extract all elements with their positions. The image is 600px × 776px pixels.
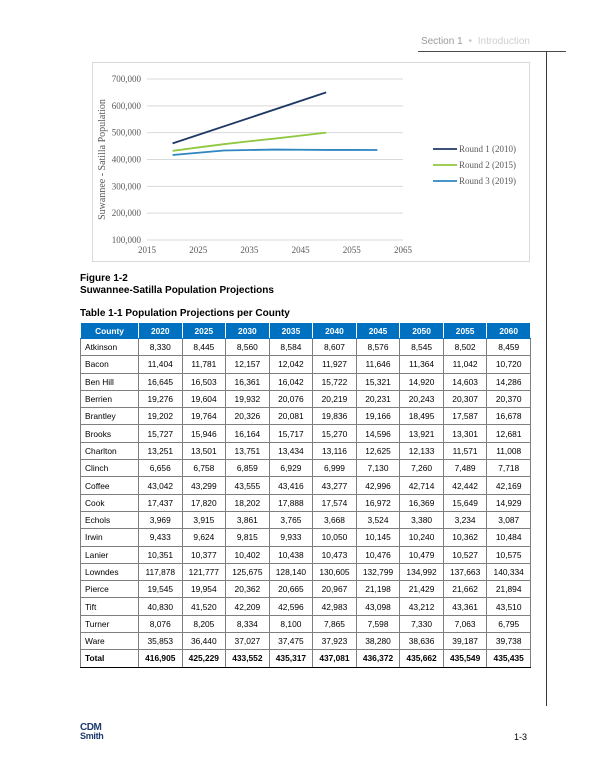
- value-cell: 14,920: [400, 373, 444, 390]
- county-cell: Tift: [81, 598, 139, 615]
- table-row: [81, 633, 531, 650]
- table-row: [81, 598, 531, 615]
- value-cell: 13,751: [226, 442, 270, 459]
- value-cell: 125,675: [226, 563, 270, 580]
- figure-caption: [80, 273, 274, 297]
- table-row: [81, 390, 531, 407]
- legend-entry: Round 1 (2010): [459, 144, 516, 154]
- value-cell: 16,972: [356, 494, 400, 511]
- value-cell: 17,820: [182, 494, 226, 511]
- value-cell: 6,656: [139, 460, 183, 477]
- value-cell: 43,299: [182, 477, 226, 494]
- x-tick-label: 2055: [342, 245, 361, 255]
- chart-canvas: [93, 63, 531, 263]
- table-caption: Table 1-1 Population Projections per County: [80, 308, 290, 319]
- value-cell: 16,645: [139, 373, 183, 390]
- value-cell: 17,574: [313, 494, 357, 511]
- y-axis-label: Suwannee - Satilla Population: [97, 99, 108, 220]
- value-cell: 18,202: [226, 494, 270, 511]
- value-cell: 14,596: [356, 425, 400, 442]
- table-row: [81, 408, 531, 425]
- series-line-3: [173, 150, 378, 155]
- x-tick-label: 2045: [291, 245, 310, 255]
- value-cell: 8,502: [443, 339, 487, 356]
- table-row: [81, 546, 531, 563]
- value-cell: 13,301: [443, 425, 487, 442]
- y-tick-label: 400,000: [111, 154, 141, 165]
- value-cell: 6,999: [313, 460, 357, 477]
- value-cell: 9,815: [226, 529, 270, 546]
- value-cell: 40,830: [139, 598, 183, 615]
- running-header: [421, 36, 530, 47]
- value-cell: 16,042: [269, 373, 313, 390]
- value-cell: 3,524: [356, 511, 400, 528]
- value-cell: 11,571: [443, 442, 487, 459]
- value-cell: 13,116: [313, 442, 357, 459]
- value-cell: 19,166: [356, 408, 400, 425]
- value-cell: 8,459: [487, 339, 531, 356]
- value-cell: 19,276: [139, 390, 183, 407]
- value-cell: 39,738: [487, 633, 531, 650]
- value-cell: 7,330: [400, 615, 444, 632]
- value-cell: 437,081: [313, 650, 357, 667]
- table-row: [81, 581, 531, 598]
- column-header: 2055: [443, 323, 487, 339]
- x-tick-label: 2025: [189, 245, 208, 255]
- value-cell: 19,954: [182, 581, 226, 598]
- value-cell: 15,717: [269, 425, 313, 442]
- value-cell: 416,905: [139, 650, 183, 667]
- value-cell: 21,429: [400, 581, 444, 598]
- value-cell: 35,853: [139, 633, 183, 650]
- value-cell: 3,380: [400, 511, 444, 528]
- value-cell: 37,475: [269, 633, 313, 650]
- value-cell: 20,076: [269, 390, 313, 407]
- value-cell: 9,624: [182, 529, 226, 546]
- table-row: [81, 511, 531, 528]
- value-cell: 8,330: [139, 339, 183, 356]
- value-cell: 43,510: [487, 598, 531, 615]
- y-tick-label: 500,000: [111, 127, 141, 138]
- table-row: [81, 339, 531, 356]
- value-cell: 20,243: [400, 390, 444, 407]
- value-cell: 11,008: [487, 442, 531, 459]
- value-cell: 10,527: [443, 546, 487, 563]
- value-cell: 43,555: [226, 477, 270, 494]
- table-row: [81, 494, 531, 511]
- value-cell: 7,598: [356, 615, 400, 632]
- county-cell: Ware: [81, 633, 139, 650]
- value-cell: 10,240: [400, 529, 444, 546]
- value-cell: 13,434: [269, 442, 313, 459]
- table-row: [81, 529, 531, 546]
- value-cell: 12,133: [400, 442, 444, 459]
- value-cell: 42,983: [313, 598, 357, 615]
- y-tick-label: 200,000: [111, 208, 141, 219]
- header-section: Section 1: [420, 36, 463, 47]
- value-cell: 10,484: [487, 529, 531, 546]
- table-row: [81, 356, 531, 373]
- y-tick-label: 600,000: [111, 100, 141, 111]
- county-cell: Total: [81, 650, 139, 667]
- county-cell: Turner: [81, 615, 139, 632]
- value-cell: 435,662: [400, 650, 444, 667]
- table-row: [81, 442, 531, 459]
- county-cell: Irwin: [81, 529, 139, 546]
- value-cell: 20,362: [226, 581, 270, 598]
- column-header: 2040: [313, 323, 357, 339]
- value-cell: 38,280: [356, 633, 400, 650]
- value-cell: 17,437: [139, 494, 183, 511]
- value-cell: 43,416: [269, 477, 313, 494]
- value-cell: 7,063: [443, 615, 487, 632]
- value-cell: 6,758: [182, 460, 226, 477]
- value-cell: 7,865: [313, 615, 357, 632]
- value-cell: 20,665: [269, 581, 313, 598]
- column-header: 2035: [269, 323, 313, 339]
- value-cell: 10,479: [400, 546, 444, 563]
- value-cell: 16,164: [226, 425, 270, 442]
- value-cell: 43,212: [400, 598, 444, 615]
- column-header: County: [81, 323, 139, 339]
- column-header: 2050: [400, 323, 444, 339]
- legend-entry: Round 2 (2015): [459, 160, 516, 170]
- value-cell: 8,576: [356, 339, 400, 356]
- value-cell: 42,209: [226, 598, 270, 615]
- value-cell: 11,042: [443, 356, 487, 373]
- value-cell: 10,575: [487, 546, 531, 563]
- value-cell: 8,100: [269, 615, 313, 632]
- value-cell: 433,552: [226, 650, 270, 667]
- value-cell: 10,473: [313, 546, 357, 563]
- value-cell: 3,234: [443, 511, 487, 528]
- value-cell: 11,404: [139, 356, 183, 373]
- value-cell: 132,799: [356, 563, 400, 580]
- value-cell: 3,969: [139, 511, 183, 528]
- county-cell: Charlton: [81, 442, 139, 459]
- value-cell: 3,861: [226, 511, 270, 528]
- value-cell: 10,351: [139, 546, 183, 563]
- column-header: 2020: [139, 323, 183, 339]
- value-cell: 8,560: [226, 339, 270, 356]
- value-cell: 13,921: [400, 425, 444, 442]
- county-cell: Lanier: [81, 546, 139, 563]
- logo-line2: Smith: [80, 731, 104, 741]
- value-cell: 7,718: [487, 460, 531, 477]
- value-cell: 425,229: [182, 650, 226, 667]
- value-cell: 435,549: [443, 650, 487, 667]
- table-header-row: [81, 323, 531, 339]
- value-cell: 42,442: [443, 477, 487, 494]
- value-cell: 14,603: [443, 373, 487, 390]
- value-cell: 21,198: [356, 581, 400, 598]
- value-cell: 10,476: [356, 546, 400, 563]
- value-cell: 20,231: [356, 390, 400, 407]
- county-cell: Bacon: [81, 356, 139, 373]
- value-cell: 43,042: [139, 477, 183, 494]
- value-cell: 10,377: [182, 546, 226, 563]
- x-tick-label: 2035: [240, 245, 259, 255]
- value-cell: 8,205: [182, 615, 226, 632]
- value-cell: 42,714: [400, 477, 444, 494]
- y-tick-label: 300,000: [111, 181, 141, 192]
- value-cell: 11,364: [400, 356, 444, 373]
- county-cell: Brooks: [81, 425, 139, 442]
- value-cell: 12,042: [269, 356, 313, 373]
- value-cell: 10,362: [443, 529, 487, 546]
- value-cell: 121,777: [182, 563, 226, 580]
- value-cell: 19,202: [139, 408, 183, 425]
- value-cell: 15,722: [313, 373, 357, 390]
- table-row: [81, 615, 531, 632]
- header-separator: •: [468, 36, 472, 47]
- value-cell: 19,604: [182, 390, 226, 407]
- value-cell: 8,584: [269, 339, 313, 356]
- value-cell: 128,140: [269, 563, 313, 580]
- county-cell: Coffee: [81, 477, 139, 494]
- table-row: [81, 460, 531, 477]
- value-cell: 42,996: [356, 477, 400, 494]
- value-cell: 130,605: [313, 563, 357, 580]
- value-cell: 12,625: [356, 442, 400, 459]
- value-cell: 11,646: [356, 356, 400, 373]
- value-cell: 14,286: [487, 373, 531, 390]
- table-row: [81, 373, 531, 390]
- header-subsection: Introduction: [477, 36, 530, 47]
- page-number: 1-3: [514, 732, 528, 742]
- value-cell: 11,927: [313, 356, 357, 373]
- value-cell: 20,370: [487, 390, 531, 407]
- county-cell: Cook: [81, 494, 139, 511]
- county-cell: Clinch: [81, 460, 139, 477]
- value-cell: 3,765: [269, 511, 313, 528]
- value-cell: 6,929: [269, 460, 313, 477]
- value-cell: 42,596: [269, 598, 313, 615]
- value-cell: 21,662: [443, 581, 487, 598]
- population-table: [80, 322, 531, 668]
- table-row: [81, 477, 531, 494]
- value-cell: 7,489: [443, 460, 487, 477]
- x-tick-label: 2015: [138, 245, 156, 255]
- value-cell: 9,433: [139, 529, 183, 546]
- value-cell: 435,317: [269, 650, 313, 667]
- county-cell: Ben Hill: [81, 373, 139, 390]
- value-cell: 8,076: [139, 615, 183, 632]
- value-cell: 10,050: [313, 529, 357, 546]
- value-cell: 19,932: [226, 390, 270, 407]
- value-cell: 13,251: [139, 442, 183, 459]
- county-cell: Pierce: [81, 581, 139, 598]
- value-cell: 19,764: [182, 408, 226, 425]
- column-header: 2045: [356, 323, 400, 339]
- value-cell: 6,859: [226, 460, 270, 477]
- value-cell: 15,649: [443, 494, 487, 511]
- value-cell: 19,836: [313, 408, 357, 425]
- value-cell: 137,663: [443, 563, 487, 580]
- value-cell: 20,326: [226, 408, 270, 425]
- header-rule: [418, 51, 566, 52]
- column-header: 2060: [487, 323, 531, 339]
- value-cell: 17,888: [269, 494, 313, 511]
- figure-title: Suwannee-Satilla Population Projections: [80, 285, 274, 296]
- value-cell: 21,894: [487, 581, 531, 598]
- value-cell: 8,545: [400, 339, 444, 356]
- value-cell: 15,270: [313, 425, 357, 442]
- value-cell: 12,157: [226, 356, 270, 373]
- value-cell: 19,545: [139, 581, 183, 598]
- x-tick-label: 2065: [394, 245, 412, 255]
- value-cell: 37,027: [226, 633, 270, 650]
- value-cell: 15,321: [356, 373, 400, 390]
- column-header: 2030: [226, 323, 270, 339]
- value-cell: 10,402: [226, 546, 270, 563]
- legend-entry: Round 3 (2019): [459, 176, 516, 186]
- value-cell: 16,503: [182, 373, 226, 390]
- value-cell: 10,438: [269, 546, 313, 563]
- right-margin-rule: [546, 51, 547, 706]
- county-cell: Atkinson: [81, 339, 139, 356]
- value-cell: 8,445: [182, 339, 226, 356]
- county-cell: Brantley: [81, 408, 139, 425]
- value-cell: 8,607: [313, 339, 357, 356]
- y-tick-label: 700,000: [111, 74, 141, 84]
- value-cell: 42,169: [487, 477, 531, 494]
- table-row: [81, 563, 531, 580]
- company-logo: [80, 724, 104, 740]
- county-cell: Berrien: [81, 390, 139, 407]
- value-cell: 15,946: [182, 425, 226, 442]
- value-cell: 10,720: [487, 356, 531, 373]
- value-cell: 7,130: [356, 460, 400, 477]
- value-cell: 10,145: [356, 529, 400, 546]
- value-cell: 11,781: [182, 356, 226, 373]
- value-cell: 20,219: [313, 390, 357, 407]
- y-tick-label: 100,000: [111, 235, 141, 245]
- value-cell: 20,081: [269, 408, 313, 425]
- value-cell: 9,933: [269, 529, 313, 546]
- value-cell: 43,098: [356, 598, 400, 615]
- table-row: [81, 425, 531, 442]
- value-cell: 117,878: [139, 563, 183, 580]
- value-cell: 43,361: [443, 598, 487, 615]
- value-cell: 12,681: [487, 425, 531, 442]
- value-cell: 18,495: [400, 408, 444, 425]
- value-cell: 14,929: [487, 494, 531, 511]
- value-cell: 134,992: [400, 563, 444, 580]
- value-cell: 37,923: [313, 633, 357, 650]
- value-cell: 15,727: [139, 425, 183, 442]
- value-cell: 17,587: [443, 408, 487, 425]
- value-cell: 41,520: [182, 598, 226, 615]
- column-header: 2025: [182, 323, 226, 339]
- population-chart: [92, 62, 530, 262]
- value-cell: 38,636: [400, 633, 444, 650]
- logo-line1: CDM: [80, 722, 102, 733]
- value-cell: 13,501: [182, 442, 226, 459]
- value-cell: 6,795: [487, 615, 531, 632]
- value-cell: 16,678: [487, 408, 531, 425]
- value-cell: 8,334: [226, 615, 270, 632]
- county-cell: Echols: [81, 511, 139, 528]
- county-cell: Lowndes: [81, 563, 139, 580]
- value-cell: 20,307: [443, 390, 487, 407]
- value-cell: 3,915: [182, 511, 226, 528]
- value-cell: 3,087: [487, 511, 531, 528]
- value-cell: 3,668: [313, 511, 357, 528]
- value-cell: 7,260: [400, 460, 444, 477]
- value-cell: 20,967: [313, 581, 357, 598]
- value-cell: 16,369: [400, 494, 444, 511]
- table-total-row: [81, 650, 531, 667]
- value-cell: 39,187: [443, 633, 487, 650]
- value-cell: 36,440: [182, 633, 226, 650]
- value-cell: 436,372: [356, 650, 400, 667]
- value-cell: 435,435: [487, 650, 531, 667]
- value-cell: 16,361: [226, 373, 270, 390]
- value-cell: 140,334: [487, 563, 531, 580]
- value-cell: 43,277: [313, 477, 357, 494]
- figure-number: Figure 1-2: [80, 273, 128, 284]
